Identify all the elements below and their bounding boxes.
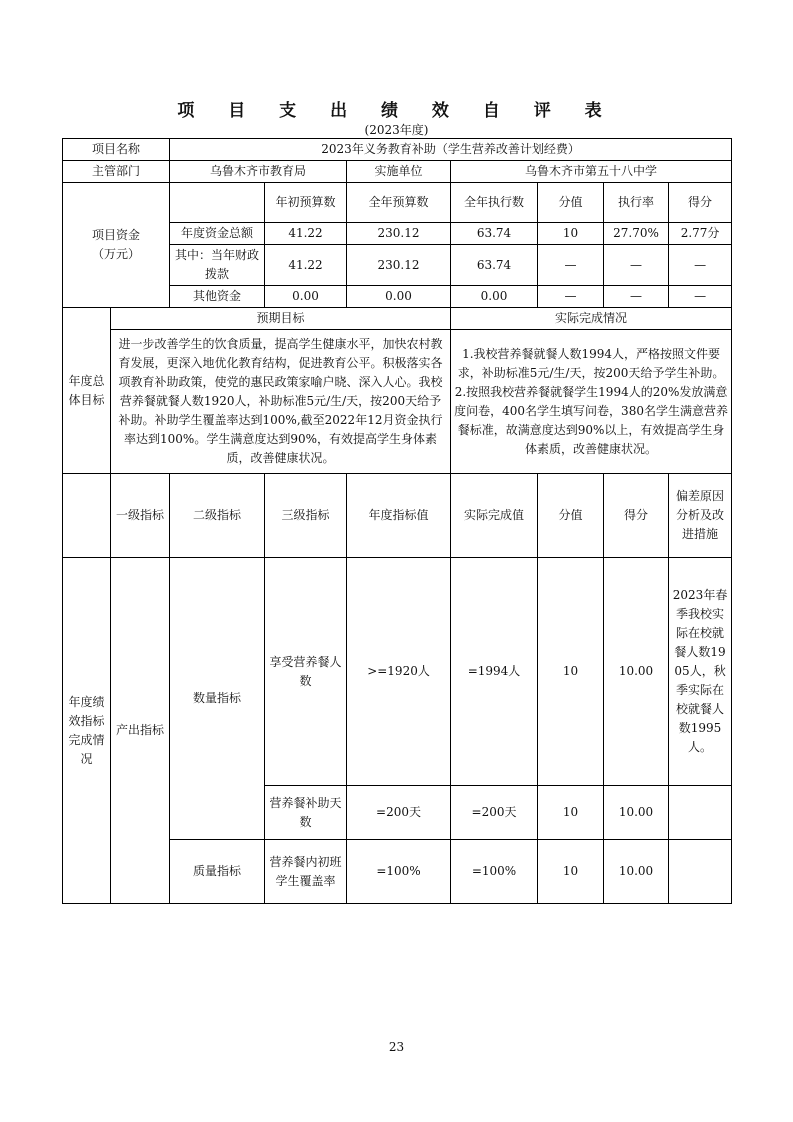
funds-row-name: 其他资金 — [170, 286, 265, 308]
target-value: =100% — [347, 840, 451, 904]
goals-label: 年度总体目标 — [63, 308, 111, 474]
funds-header: 年初预算数 — [265, 183, 347, 223]
target-value: =200天 — [347, 786, 451, 840]
project-name-label: 项目名称 — [63, 139, 170, 161]
actual-result-text: 1.我校营养餐就餐人数1994人，严格按照文件要求，补助标准5元/生/天，按200天给予学生补助。 2.按照我校营养餐就餐学生1994人的20%发放满意度问卷，400名学生填写问卷，380名学生满意营养餐标准，故满意度达到90%以上，有效提高学生身体素质，改善健康状况。 — [451, 330, 732, 474]
expected-goal-header: 预期目标 — [111, 308, 451, 330]
funds-cell: 41.22 — [265, 245, 347, 286]
page-title: 项 目 支 出 绩 效 自 评 表 — [177, 101, 616, 121]
unit-label: 实施单位 — [347, 161, 451, 183]
expected-goal-text: 进一步改善学生的饮食质量，提高学生健康水平，加快农村教育发展，更深入地优化教育结构，促进教育公平。积极落实各项教育补助政策，使党的惠民政策家喻户晓、深入人心。我校营养餐就餐人数1920人，补助标准5元/生/天，按200天给予补助。补助学生覆盖率达到100%,截至2022年12月资金执行率达到100%。学生满意度达到90%，有效提高学生身体素质，改善健康状况。 — [111, 330, 451, 474]
funds-cell: 230.12 — [347, 245, 451, 286]
score: 10.00 — [604, 840, 669, 904]
unit: 乌鲁木齐市第五十八中学 — [451, 161, 732, 183]
funds-header: 全年执行数 — [451, 183, 538, 223]
year-subtitle: (2023年度) — [364, 123, 429, 137]
funds-cell: — — [604, 245, 669, 286]
indicator-header: 年度指标值 — [347, 474, 451, 558]
deviation-reason — [669, 786, 732, 840]
funds-cell: — — [538, 286, 604, 308]
funds-cell: 63.74 — [451, 245, 538, 286]
evaluation-table — [62, 138, 732, 904]
funds-header: 执行率 — [604, 183, 669, 223]
funds-cell: 10 — [538, 223, 604, 245]
dept: 乌鲁木齐市教育局 — [170, 161, 347, 183]
funds-header: 全年预算数 — [347, 183, 451, 223]
actual-value: =100% — [451, 840, 538, 904]
funds-cell: — — [538, 245, 604, 286]
funds-label: 项目资金 （万元） — [63, 183, 170, 308]
indicators-section-label: 年度绩效指标完成情况 — [63, 558, 111, 904]
funds-cell: 0.00 — [451, 286, 538, 308]
score-value: 10 — [538, 558, 604, 786]
funds-cell: 41.22 — [265, 223, 347, 245]
funds-cell: 2.77分 — [669, 223, 732, 245]
level3-indicator: 享受营养餐人数 — [265, 558, 347, 786]
target-value: >=1920人 — [347, 558, 451, 786]
funds-cell: 0.00 — [265, 286, 347, 308]
funds-row-name: 其中：当年财政拨款 — [170, 245, 265, 286]
score: 10.00 — [604, 558, 669, 786]
level3-indicator: 营养餐补助天数 — [265, 786, 347, 840]
funds-cell: — — [604, 286, 669, 308]
score: 10.00 — [604, 786, 669, 840]
page-number: 23 — [388, 1040, 405, 1054]
indicator-header: 得分 — [604, 474, 669, 558]
indicator-header: 三级指标 — [265, 474, 347, 558]
funds-cell: 0.00 — [347, 286, 451, 308]
level3-indicator: 营养餐内初班学生覆盖率 — [265, 840, 347, 904]
deviation-reason — [669, 840, 732, 904]
indicator-header: 分值 — [538, 474, 604, 558]
funds-cell: 27.70% — [604, 223, 669, 245]
dept-label: 主管部门 — [63, 161, 170, 183]
actual-result-header: 实际完成情况 — [451, 308, 732, 330]
project-name: 2023年义务教育补助（学生营养改善计划经费） — [170, 139, 732, 161]
deviation-reason: 2023年春季我校实际在校就餐人数1905人，秋季实际在校就餐人数1995人。 — [669, 558, 732, 786]
funds-header: 得分 — [669, 183, 732, 223]
funds-cell: 230.12 — [347, 223, 451, 245]
actual-value: =1994人 — [451, 558, 538, 786]
actual-value: =200天 — [451, 786, 538, 840]
score-value: 10 — [538, 786, 604, 840]
level2-indicator: 数量指标 — [170, 558, 265, 840]
indicator-header: 一级指标 — [111, 474, 170, 558]
level2-indicator: 质量指标 — [170, 840, 265, 904]
funds-cell: — — [669, 286, 732, 308]
indicator-header: 二级指标 — [170, 474, 265, 558]
funds-header-blank — [170, 183, 265, 223]
funds-cell: — — [669, 245, 732, 286]
funds-cell: 63.74 — [451, 223, 538, 245]
indicator-header: 实际完成值 — [451, 474, 538, 558]
indicator-header-blank — [63, 474, 111, 558]
funds-header: 分值 — [538, 183, 604, 223]
score-value: 10 — [538, 840, 604, 904]
indicator-header: 偏差原因分析及改进措施 — [669, 474, 732, 558]
funds-row-name: 年度资金总额 — [170, 223, 265, 245]
level1-indicator: 产出指标 — [111, 558, 170, 904]
